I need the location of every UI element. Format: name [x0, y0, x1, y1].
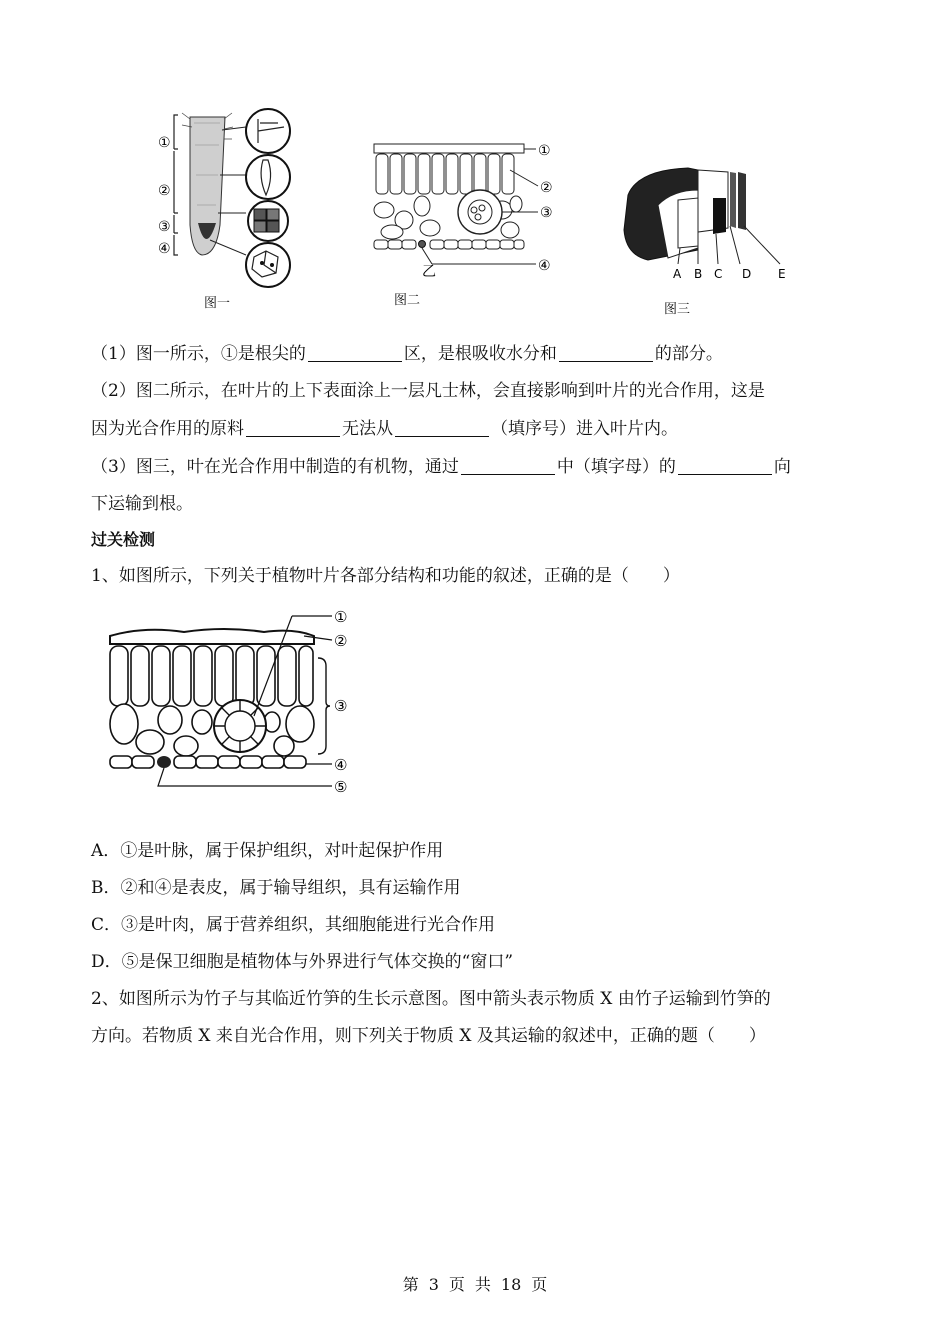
fig2-marker-3: ③: [540, 205, 553, 221]
fig2-marker-4: ④: [538, 258, 551, 274]
figure-2-caption: 图二: [394, 293, 421, 308]
footer-pre: 第: [402, 1275, 419, 1294]
q1-text-c: 的部分。: [654, 344, 723, 364]
fig4-marker-5: ⑤: [334, 778, 348, 796]
q2-text-c: （填序号）进入叶片内。: [491, 419, 678, 439]
fig1-marker-1: ①: [158, 135, 171, 151]
q1-text-a: （1）图一所示，①是根尖的: [91, 344, 306, 364]
page-footer: [0, 1272, 950, 1295]
q2-text-b: 无法从: [342, 419, 393, 439]
q2-blank-1[interactable]: [246, 418, 340, 437]
fig4-marker-4: ④: [334, 756, 348, 774]
item-1-option-d[interactable]: D．⑤是保卫细胞是植物体与外界进行气体交换的“窗口”: [91, 952, 514, 972]
item-1-option-a[interactable]: A．①是叶脉，属于保护组织，对叶起保护作用: [91, 841, 444, 861]
footer-mid2: 共: [474, 1275, 491, 1294]
item-2-line-1: 2、如图所示为竹子与其临近竹笋的生长示意图。图中箭头表示物质 X 由竹子运输到竹笋的: [91, 989, 771, 1009]
q3-text-c: 向: [773, 457, 791, 477]
fig3-letter-e: E: [778, 267, 786, 281]
figure-3-caption: 图三: [664, 302, 691, 317]
item-1-option-b[interactable]: B．②和④是表皮，属于输导组织，具有运输作用: [91, 878, 461, 898]
fig3-letter-d: D: [742, 267, 752, 281]
footer-mid1: 页: [448, 1275, 465, 1294]
fig1-marker-4: ④: [158, 241, 171, 257]
fig4-marker-1: ①: [334, 608, 348, 626]
footer-total-pages: 18: [500, 1275, 522, 1294]
question-2-line-1: （2）图二所示，在叶片的上下表面涂上一层凡士林，会直接影响到叶片的光合作用，这是: [91, 381, 765, 401]
q1-blank-1[interactable]: [308, 343, 402, 362]
fig1-marker-3: ③: [158, 219, 171, 235]
question-2-line-2: [91, 417, 678, 441]
fig2-sublabel: 乙: [422, 264, 436, 280]
footer-page-number: 3: [428, 1275, 439, 1294]
q3-blank-2[interactable]: [678, 456, 772, 475]
question-1: [91, 342, 723, 366]
fig1-marker-2: ②: [158, 183, 171, 199]
figure-1-caption: 图一: [204, 296, 231, 311]
q2-text-a: 因为光合作用的原料: [91, 419, 244, 439]
item-1-option-c[interactable]: C．③是叶肉，属于营养组织，其细胞能进行光合作用: [91, 915, 496, 935]
fig2-marker-2: ②: [540, 180, 553, 196]
question-3-line-2: 下运输到根。: [91, 494, 193, 514]
footer-post: 页: [531, 1275, 548, 1294]
q2-blank-2[interactable]: [395, 418, 489, 437]
section-title: 过关检测: [91, 530, 156, 549]
fig4-marker-2: ②: [334, 632, 348, 650]
question-3-line-1: [91, 455, 791, 479]
figure-leaf-section-1: [370, 140, 565, 280]
fig2-marker-1: ①: [538, 143, 551, 159]
q1-blank-2[interactable]: [559, 343, 653, 362]
fig3-letter-c: C: [714, 267, 723, 281]
item-2-line-2: 方向。若物质 X 来自光合作用，则下列关于物质 X 及其运输的叙述中，正确的题（ ）: [91, 1026, 766, 1046]
q3-text-b: 中（填字母）的: [556, 457, 676, 477]
figure-root-tip: [150, 105, 310, 295]
figure-stem-section: [618, 160, 798, 290]
q3-text-a: （3）图三，叶在光合作用中制造的有机物，通过: [91, 457, 459, 477]
fig3-letter-b: B: [694, 267, 703, 281]
q3-blank-1[interactable]: [461, 456, 555, 475]
fig4-marker-3: ③: [334, 697, 348, 715]
figure-leaf-section-2: [104, 606, 364, 796]
item-1-stem: 1、如图所示，下列关于植物叶片各部分结构和功能的叙述，正确的是（ ）: [91, 566, 680, 586]
q1-text-b: 区，是根吸收水分和: [403, 344, 557, 364]
fig3-letter-a: A: [673, 267, 682, 281]
